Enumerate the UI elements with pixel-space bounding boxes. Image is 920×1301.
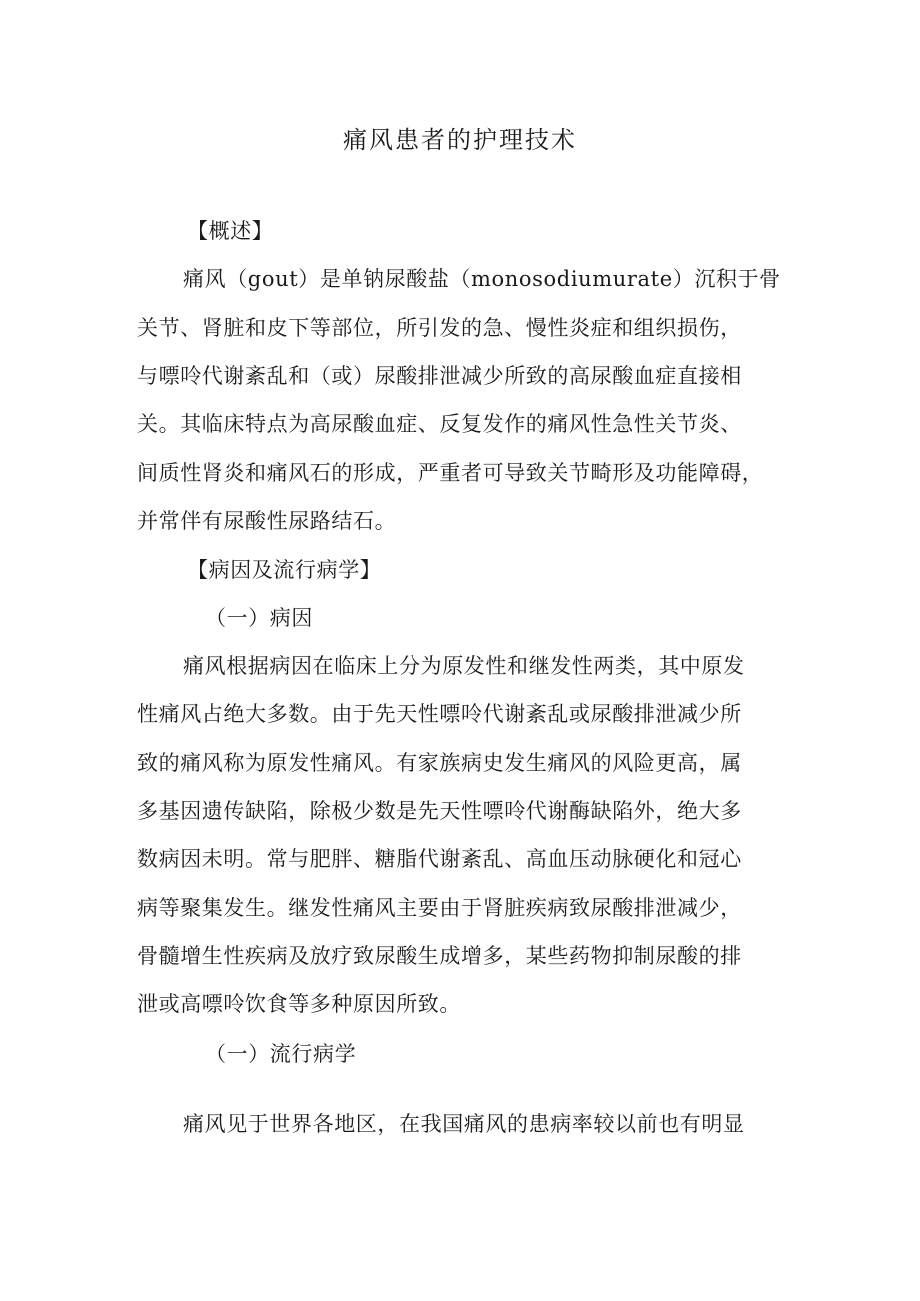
section-heading-etiology: 【病因及流行病学】 (187, 558, 382, 582)
subheading-epidemiology: （一）流行病学 (205, 1042, 357, 1066)
paragraph-line: 关节、肾脏和皮下等部位，所引发的急、慢性炎症和组织损伤， (137, 316, 742, 340)
paragraph-line: 与嘌呤代谢紊乱和（或）尿酸排泄减少所致的高尿酸血症直接相 (137, 364, 742, 388)
paragraph-line: 病等聚集发生。继发性痛风主要由于肾脏疾病致尿酸排泄减少， (137, 896, 742, 920)
paragraph-line: 痛风见于世界各地区，在我国痛风的患病率较以前也有明显 (183, 1112, 745, 1136)
paragraph-line: 致的痛风称为原发性痛风。有家族病史发生痛风的风险更高，属 (137, 751, 742, 775)
paragraph-line: 间质性肾炎和痛风石的形成，严重者可导致关节畸形及功能障碍， (137, 461, 764, 485)
paragraph-line: 痛风（gout）是单钠尿酸盐（monosodiumurate）沉积于骨 (183, 267, 781, 291)
document-title: 痛风患者的护理技术 (343, 126, 577, 154)
paragraph-line: 并常伴有尿酸性尿路结石。 (137, 509, 397, 533)
paragraph-line: 性痛风占绝大多数。由于先天性嘌呤代谢紊乱或尿酸排泄减少所 (137, 702, 742, 726)
paragraph-line: 骨髓增生性疾病及放疗致尿酸生成增多，某些药物抑制尿酸的排 (137, 944, 742, 968)
subheading-etiology: （一）病因 (205, 606, 313, 630)
paragraph-line: 痛风根据病因在临床上分为原发性和继发性两类，其中原发 (183, 654, 745, 678)
paragraph-line: 数病因未明。常与肥胖、糖脂代谢紊乱、高血压动脉硬化和冠心 (137, 847, 742, 871)
section-heading-overview: 【概述】 (187, 219, 274, 243)
paragraph-line: 多基因遗传缺陷，除极少数是先天性嘌呤代谢酶缺陷外，绝大多 (137, 799, 742, 823)
paragraph-line: 关。其临床特点为高尿酸血症、反复发作的痛风性急性关节炎、 (137, 412, 742, 436)
paragraph-line: 泄或高嘌呤饮食等多种原因所致。 (137, 992, 461, 1016)
